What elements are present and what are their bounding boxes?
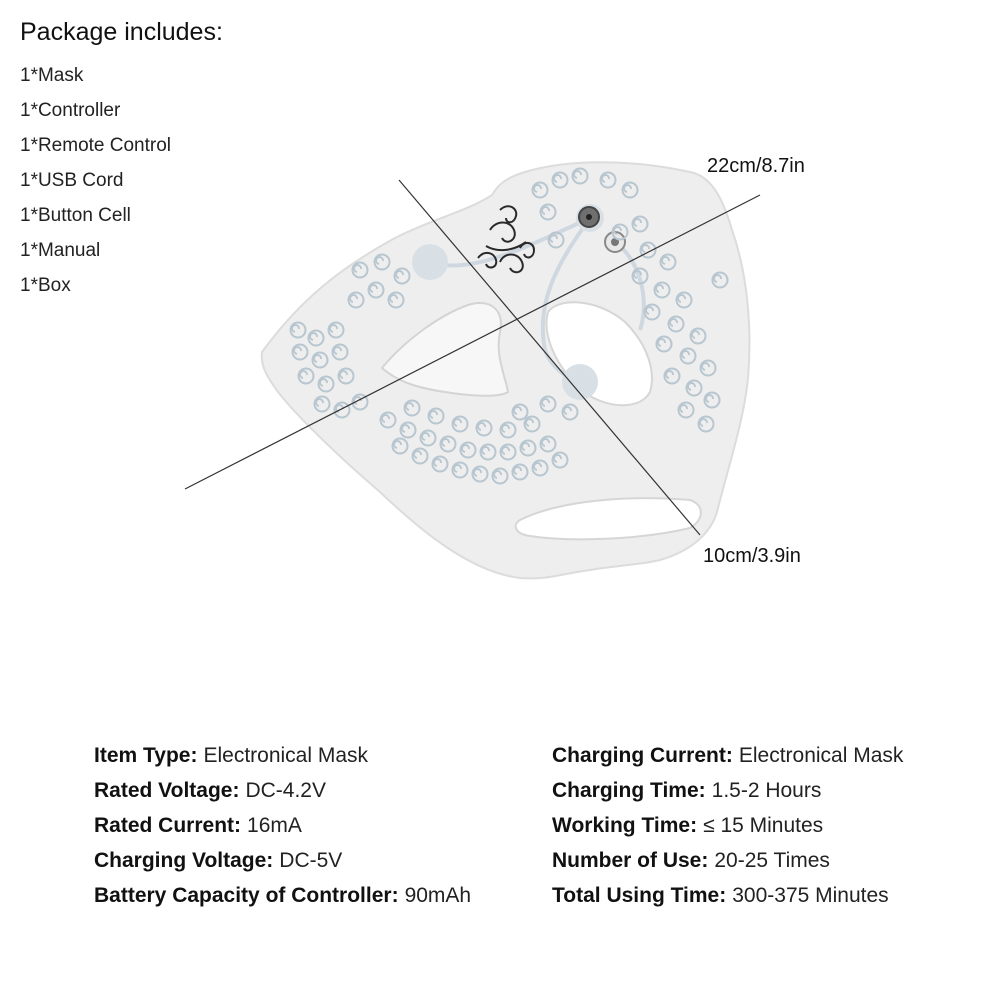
spec-row xyxy=(94,843,471,878)
spec-row xyxy=(552,808,903,843)
spec-label: Rated Voltage : xyxy=(94,779,239,802)
spec-label: Battery Capacity of Controller : xyxy=(94,884,399,907)
spec-label: Charging Time : xyxy=(552,779,706,802)
spec-label: Number of Use : xyxy=(552,849,708,872)
package-item: 1*Manual xyxy=(20,240,101,261)
spec-value: 300-375 Minutes xyxy=(732,884,889,907)
spec-label: Total Using Time : xyxy=(552,884,726,907)
package-item: 1*Box xyxy=(20,275,71,296)
package-item: 1*Remote Control xyxy=(20,135,172,156)
package-item: 1*Mask xyxy=(20,65,84,86)
spec-row xyxy=(552,878,903,913)
spec-value: Electronical Mask xyxy=(203,744,369,767)
specs-left-column xyxy=(94,738,471,913)
spec-row xyxy=(552,843,903,878)
package-item: 1*USB Cord xyxy=(20,170,124,191)
spec-label: Item Type : xyxy=(94,744,197,767)
spec-row xyxy=(94,878,471,913)
spec-value: ≤ 15 Minutes xyxy=(703,814,824,837)
package-item: 1*Button Cell xyxy=(20,205,131,226)
spec-label: Charging Voltage : xyxy=(94,849,273,872)
spec-value: 20-25 Times xyxy=(714,849,830,872)
spec-value: 16mA xyxy=(247,814,302,837)
spec-label: Working Time : xyxy=(552,814,697,837)
package-item: 1*Controller xyxy=(20,100,121,121)
specs-right-column xyxy=(552,738,903,913)
spec-value: DC-4.2V xyxy=(245,779,326,802)
spec-value: 90mAh xyxy=(404,884,472,907)
electrode-pad xyxy=(412,244,448,280)
package-title: Package includes: xyxy=(20,18,223,46)
width-dimension-label: 22cm/8.7in xyxy=(707,155,805,177)
electrode-pad xyxy=(562,364,598,400)
spec-row xyxy=(94,808,471,843)
spec-row xyxy=(552,738,903,773)
spec-value: 1.5-2 Hours xyxy=(711,779,822,802)
spec-row xyxy=(552,773,903,808)
height-dimension-label: 10cm/3.9in xyxy=(703,545,801,567)
spec-value: Electronical Mask xyxy=(738,744,904,767)
spec-label: Charging Current : xyxy=(552,744,733,767)
spec-value: DC-5V xyxy=(279,849,343,872)
spec-row xyxy=(94,773,471,808)
snap-button-icon xyxy=(586,214,592,220)
spec-label: Rated Current : xyxy=(94,814,241,837)
spec-row xyxy=(94,738,471,773)
